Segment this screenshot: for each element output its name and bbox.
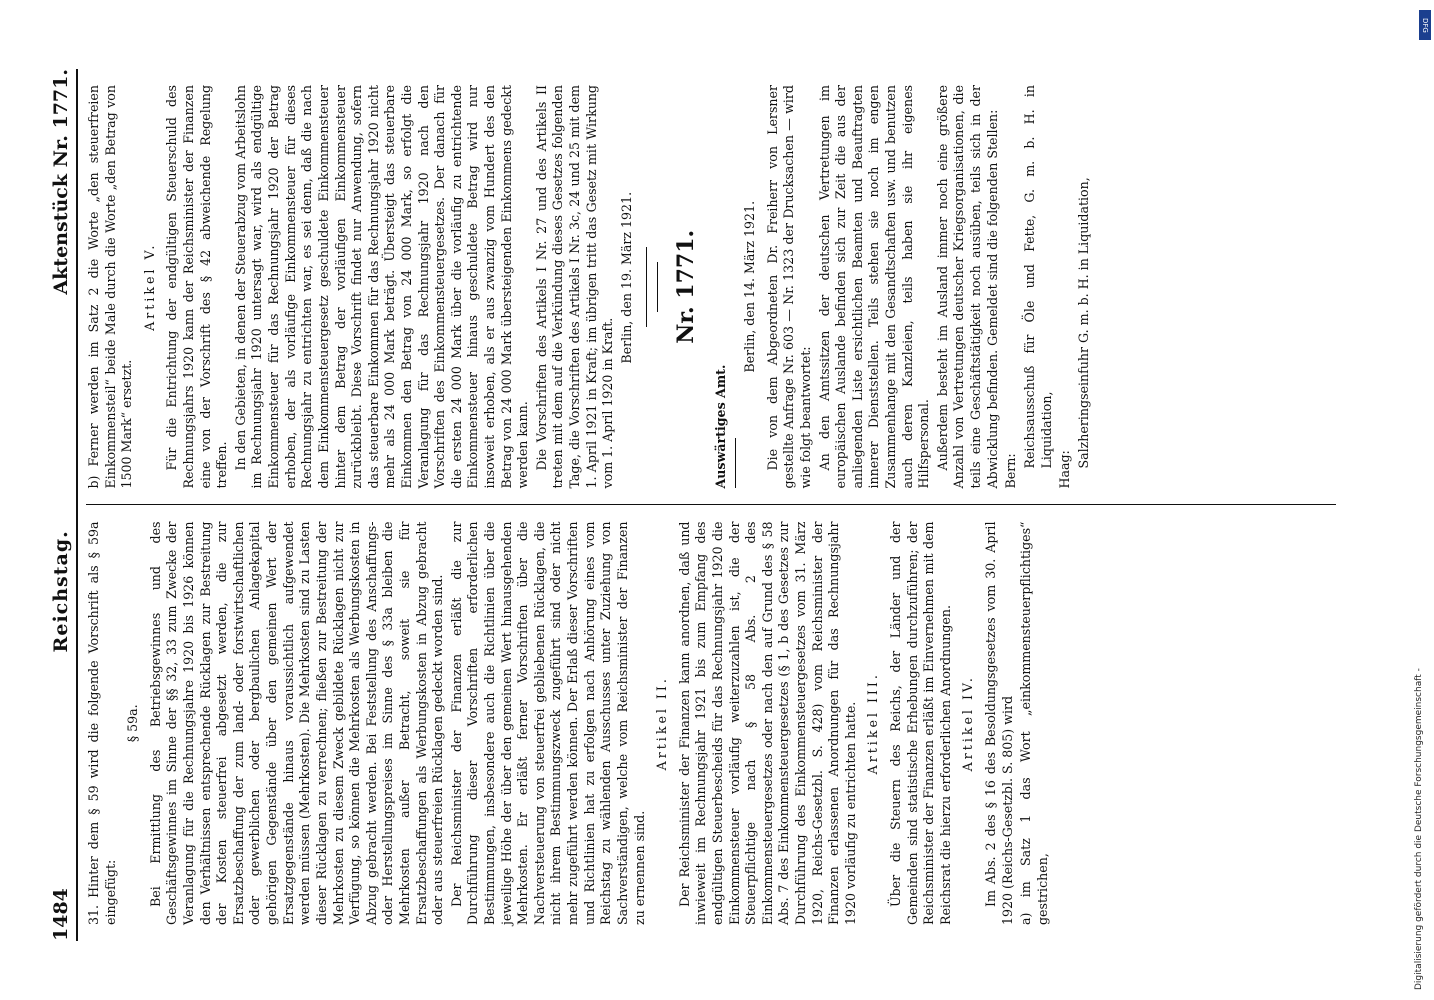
article-heading: Artikel IV. — [960, 675, 976, 772]
location-label: Bern: — [1003, 453, 1019, 489]
paragraph: Für die Entrichtung der endgültigen Steuerschuld des Rechnungsjahrs 1920 kann der Reichsminister der Finanzen eine von der Vorschrift des § 42 abweichende Regelung treffen. — [164, 85, 230, 489]
header-document-ref: Aktenstück Nr. 1771. — [50, 69, 72, 295]
date-line: Berlin, den 14. März 1921. — [742, 200, 758, 373]
paragraph: Der Reichsminister der Finanzen kann anordnen, daß und inwieweit im Rechnungsjahr 1921 bis zum Empfang des endgültigen Steuerbescheids für das Rechnungsjahr 1920 die Einkommensteuer vorläufig weiterzuzahlen ist, die der Steuerpflichtige nach § 58 Abs. 2 des Einkommensteuergesetzes oder nach den auf Grund des § 58 Abs. 7 des Einkommensteuergesetzes (§ 1, b des Gesetzes zur Durchführung des Einkommensteuergesetzes vom 31. März 1920, Reichs-Gesetzbl. S. 428) vom Reichsminister der Finanzen erlassenen Anordnungen für das Rechnungsjahr 1920 vorläufig zu entrichten hatte. — [676, 521, 858, 925]
paragraph: Die von dem Abgeordneten Dr. Freiherr von Lersner gestellte Anfrage Nr. 603 — Nr. 1323 der Drucksachen — wird wie folgt beantwortet: — [764, 85, 813, 489]
divider — [657, 262, 658, 312]
article-heading: Artikel II. — [654, 676, 670, 771]
paragraph: Die Vorschriften des Artikels I Nr. 27 und des Artikels II treten mit dem auf die Verkündung dieses Gesetzes folgenden Tage, die Vorschriften des Artikels I Nr. 3c, 24 und 25 mit dem 1. April 1921 in Kraft; im übrigen tritt das Gesetz mit Wirkung vom 1. April 1920 in Kraft. — [533, 85, 616, 489]
divider — [646, 247, 647, 327]
document-number: Nr. 1771. — [672, 229, 699, 344]
paragraph: An den Amtssitzen der deutschen Vertretungen im europäischen Auslande befinden sich zur Zeit die aus der anliegenden Liste ersichtlichen Beamten und Beauftragten innerer Dienststellen. Teils stehen sie noch im engen Zusammenhange mit den Gesandtschaften usw. und benutzen auch deren Kanzleien, teils haben sie ihr eigenes Hilfspersonal. — [816, 85, 932, 489]
header-title: Reichstag. — [50, 530, 72, 653]
digitization-note: Digitalisierung gefördert durch die Deutsche Forschungsgemeinschaft - — [1414, 668, 1424, 990]
location-label: Haag: — [1057, 450, 1073, 489]
paragraph: Der Reichsminister der Finanzen erläßt die zur Durchführung dieser Vorschriften erforderlichen Bestimmungen, insbesondere auch die Richtlinien über die jeweilige Höhe der über den gemeinen Wert hinausgehenden Mehrkosten. Er erläßt ferner Vorschriften über die Nachversteuerung von steuerfrei gebliebenen Rücklagen, die nicht ihrem Bestimmungszweck zugeführt sind oder nicht mehr zugeführt werden können. Der Erlaß dieser Vorschriften und Richtlinien hat zu erfolgen nach Anhörung eines vom Reichstag zu wählenden Ausschusses unter Zuziehung von Sachverständigen, welche vom Reichsminister der Finanzen zu ernennen sind. — [448, 521, 647, 925]
divider — [735, 439, 736, 489]
paragraph: 31. Hinter dem § 59 wird die folgende Vorschrift als § 59a eingefügt: — [86, 521, 118, 925]
paragraph: In den Gebieten, in denen der Steuerabzug vom Arbeitslohn im Rechnungsjahr 1920 untersagt war, wird als endgültige Einkommensteuer für das Rechnungsjahr 1920 der Betrag erhoben, der als vorläufige Einkommensteuer für dieses Rechnungsjahr zu entrichten war, es sei denn, daß die nach dem Einkommensteuergesetz geschuldete Einkommensteuer hinter dem Betrag der vorläufigen Einkommensteuer zurückbleibt. Diese Vorschrift findet nur Anwendung, sofern das steuerbare Einkommen für das Rechnungsjahr 1920 nicht mehr als 24 000 Mark beträgt. Übersteigt das steuerbare Einkommen den Betrag von 24 000 Mark, so erfolgt die Veranlagung für das Rechnungsjahr 1920 nach den Vorschriften des Einkommensteuergesetzes. Der danach für die ersten 24 000 Mark über die vorläufig zu entrichtende Einkommensteuer hinaus geschuldete Betrag wird nur insoweit erhoben, als er aus zwanzig vom Hundert des den Betrag von 24 000 Mark übersteigenden Einkommens gedeckt werden kann. — [232, 85, 531, 489]
paragraph: Außerdem besteht im Ausland immer noch eine größere Anzahl von Vertretungen deutscher Kriegsorganisationen, die teils eine Geschäftstätigkeit noch ausüben, teils sich in der Abwicklung befinden. Gemeldet sind die folgenden Stellen: — [934, 85, 1000, 489]
list-item: Reichsausschuß für Öle und Fette, G. m. b. H. in Liquidation, — [1021, 85, 1054, 469]
paragraph: Über die Steuern des Reichs, der Länder und der Gemeinden sind statistische Erhebungen durchzuführen; der Reichsminister der Finanzen erläßt im Einvernehmen mit dem Reichsrat die hierzu erforderlichen Anordnungen. — [888, 521, 953, 925]
paragraph: b) Ferner werden im Satz 2 die Worte „den steuerfreien Einkommensteil“ beide Male durch die Worte „den Betrag von 1500 Mark“ ersetzt. — [86, 85, 135, 489]
paragraph: a) im Satz 1 das Wort „einkommensteuerpflichtiges“ gestrichen, — [1018, 521, 1050, 925]
page-number: 1484 — [50, 888, 72, 941]
page-header — [50, 69, 78, 941]
article-heading: Artikel V. — [141, 242, 157, 331]
list-item: Salzheringseinfuhr G. m. b. H. in Liquidation, — [1075, 177, 1091, 469]
left-column — [86, 506, 1336, 942]
dfg-logo: DFG — [1419, 10, 1431, 40]
ministry-name: Auswärtiges Amt. — [712, 364, 728, 489]
document-page — [30, 45, 1365, 965]
date-line: Berlin, den 19. März 1921. — [618, 191, 634, 364]
right-column — [86, 69, 1336, 506]
article-heading: Artikel III. — [865, 672, 881, 775]
paragraph: Im Abs. 2 des § 16 des Besoldungsgesetzes vom 30. April 1920 (Reichs-Gesetzbl. S. 805) wird — [983, 521, 1015, 925]
section-heading: § 59a. — [125, 704, 141, 743]
paragraph: Bei Ermittlung des Betriebsgewinnes und des Geschäftsgewinnes im Sinne der §§ 32, 33 zum Zwecke der Veranlagung für die Rechnungsjahre 1920 bis 1926 können den Verhältnissen entsprechende Rücklagen zur Bestreitung der Kosten steuerfrei abgesetzt werden, die zur Ersatzbeschaffung der zum land- oder forstwirtschaftlichen oder gewerblichen oder bergbaulichen Anlagekapital gehörigen Gegenstände über den gemeinen Wert der Ersatzgegenstände hinaus voraussichtlich aufgewendet werden müssen (Mehrkosten). Die Mehrkosten sind zu Lasten dieser Rücklagen zu verrechnen; fließen zur Bestreitung der Mehrkosten zu diesem Zweck gebildete Rücklagen nicht zur Verfügung, so können die Mehrkosten als Werbungskosten in Abzug gebracht werden. Bei Feststellung des Anschaffungs- oder Herstellungspreises im Sinne des § 33a bleiben die Mehrkosten außer Betracht, soweit sie für Ersatzbeschaffungen als Werbungskosten in Abzug gebracht oder aus steuerfreien Rücklagen gedeckt worden sind. — [147, 521, 446, 925]
